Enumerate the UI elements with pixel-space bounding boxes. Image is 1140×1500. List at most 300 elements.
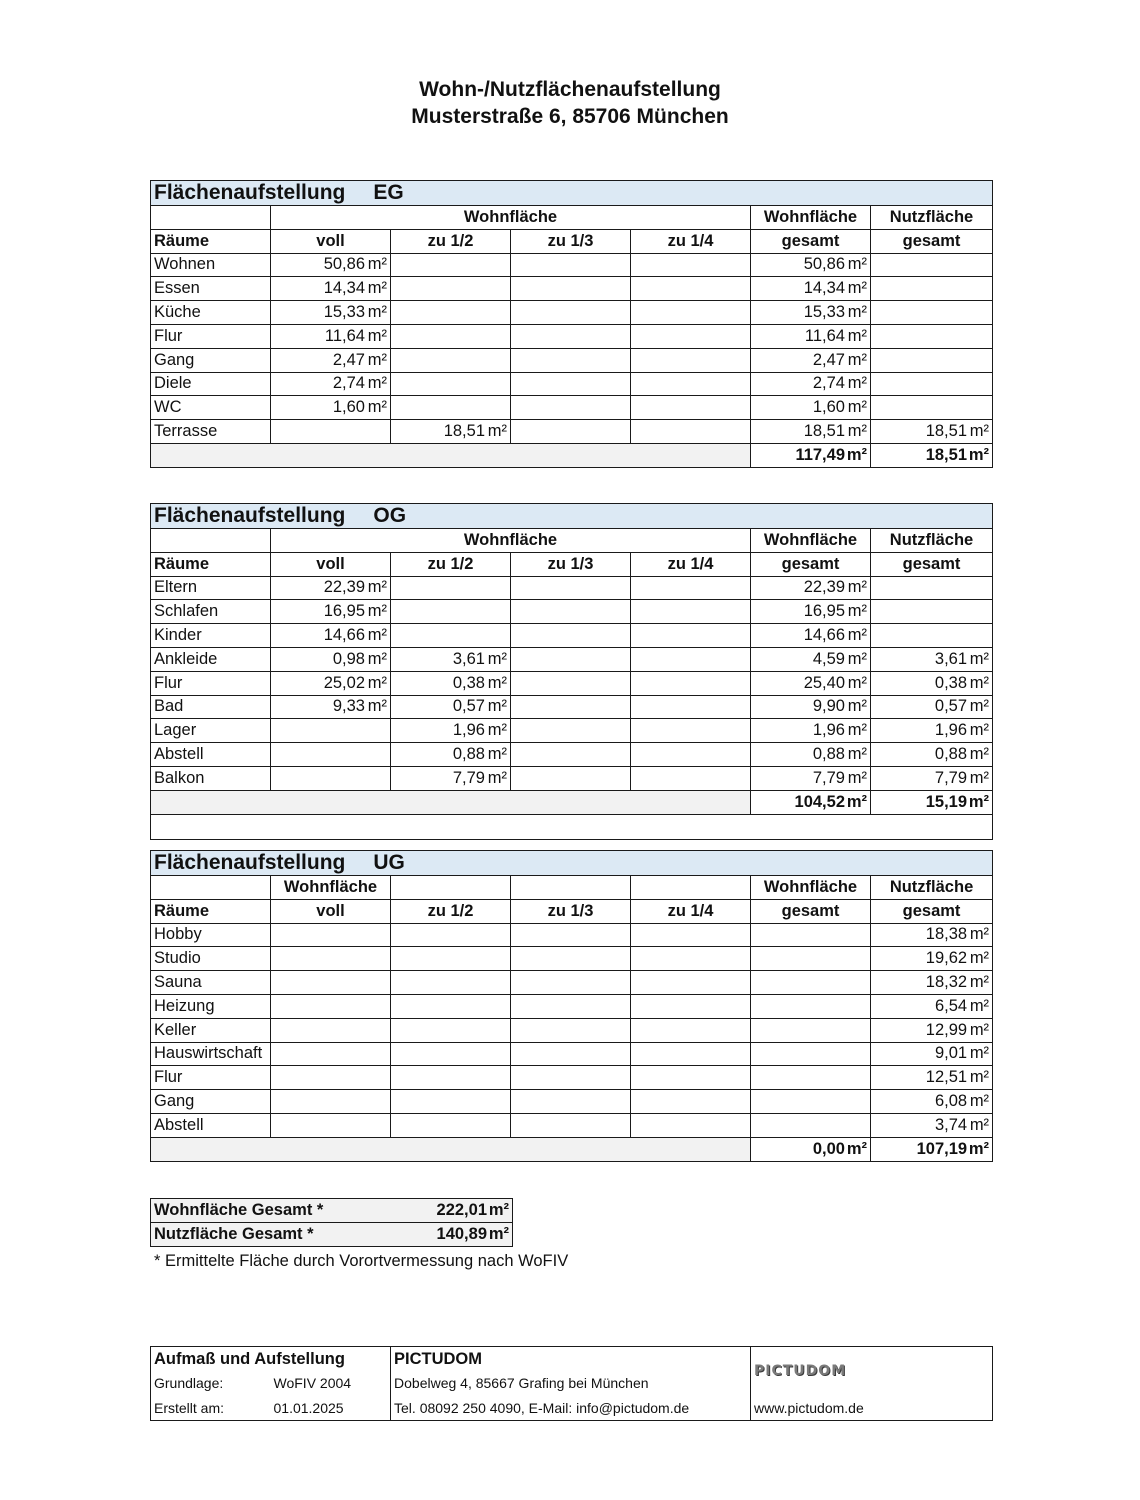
empty-cell bbox=[391, 1042, 511, 1066]
voll-header: voll bbox=[271, 552, 391, 576]
unit-label: m² bbox=[367, 697, 387, 716]
empty-cell bbox=[511, 971, 631, 995]
empty-cell bbox=[271, 743, 391, 767]
spacer-row bbox=[151, 814, 993, 839]
unit-label: m² bbox=[367, 602, 387, 621]
empty-cell bbox=[391, 994, 511, 1018]
room-name: Studio bbox=[151, 947, 271, 971]
table-row bbox=[151, 277, 993, 301]
room-name: Heizung bbox=[151, 994, 271, 1018]
half-value: 7,79 bbox=[452, 768, 485, 787]
unit-label: m² bbox=[969, 745, 990, 764]
empty-cell bbox=[391, 947, 511, 971]
unit-label: m² bbox=[847, 626, 867, 645]
empty-cell bbox=[511, 719, 631, 743]
room-name: Bad bbox=[151, 695, 271, 719]
wohnflaeche-group-header: Wohnfläche bbox=[271, 529, 751, 553]
empty-cell bbox=[511, 253, 631, 277]
footer-heading: Aufmaß und Aufstellung bbox=[154, 1349, 345, 1368]
unit-label: m² bbox=[367, 279, 387, 298]
column-header-row bbox=[151, 899, 993, 923]
table-row bbox=[151, 947, 993, 971]
total-row bbox=[151, 790, 993, 814]
table-row bbox=[151, 743, 993, 767]
empty-cell bbox=[511, 396, 631, 420]
footer-erstellt-value: 01.01.2025 bbox=[273, 1399, 344, 1416]
wohn-value: 50,86 bbox=[803, 255, 845, 274]
empty-cell bbox=[271, 1018, 391, 1042]
room-name: Eltern bbox=[151, 576, 271, 600]
empty-cell bbox=[871, 348, 993, 372]
measurement-note: * Ermittelte Fläche durch Vorortvermessung nach WoFIV bbox=[154, 1252, 569, 1270]
unit-label: m² bbox=[847, 279, 867, 298]
table-row bbox=[151, 695, 993, 719]
nutz-value: 0,38 bbox=[934, 673, 968, 692]
section-header bbox=[151, 181, 993, 206]
voll-header: voll bbox=[271, 229, 391, 253]
nutzflaeche-total-header: Nutzfläche bbox=[871, 876, 993, 900]
empty-cell bbox=[391, 923, 511, 947]
unit-label: m² bbox=[367, 326, 387, 345]
unit-label: m² bbox=[488, 1200, 509, 1219]
empty-cell bbox=[271, 947, 391, 971]
empty-cell bbox=[751, 994, 871, 1018]
ug-table bbox=[150, 850, 993, 1162]
empty-cell bbox=[871, 576, 993, 600]
unit-label: m² bbox=[367, 374, 387, 393]
empty-cell bbox=[511, 324, 631, 348]
company-logo: PICTUDOM bbox=[751, 1347, 993, 1396]
wohn-value: 9,90 bbox=[812, 697, 845, 716]
voll-value: 1,60 bbox=[332, 398, 365, 417]
column-group-row bbox=[151, 876, 993, 900]
empty-cell bbox=[751, 923, 871, 947]
nutz-value: 0,57 bbox=[934, 697, 968, 716]
unit-label: m² bbox=[968, 445, 989, 464]
unit-label: m² bbox=[847, 374, 867, 393]
room-name: Flur bbox=[151, 324, 271, 348]
voll-value: 25,02 bbox=[323, 673, 365, 692]
empty-cell bbox=[511, 923, 631, 947]
unit-label: m² bbox=[487, 697, 507, 716]
empty-cell bbox=[271, 766, 391, 790]
room-name: Kinder bbox=[151, 624, 271, 648]
empty-cell bbox=[511, 277, 631, 301]
empty-cell bbox=[391, 277, 511, 301]
nutz-value: 7,79 bbox=[934, 768, 968, 787]
empty-cell bbox=[871, 624, 993, 648]
empty-cell bbox=[751, 971, 871, 995]
empty-cell bbox=[631, 947, 751, 971]
column-header-row bbox=[151, 552, 993, 576]
empty-cell bbox=[511, 1090, 631, 1114]
wohn-value: 15,33 bbox=[803, 303, 845, 322]
wohn-value: 7,79 bbox=[812, 768, 845, 787]
unit-label: m² bbox=[847, 649, 867, 668]
empty-cell bbox=[391, 600, 511, 624]
nutzflaeche-total-header: Nutzfläche bbox=[871, 206, 993, 230]
wohnflaeche-total-header: Wohnfläche bbox=[751, 876, 871, 900]
table-row bbox=[151, 324, 993, 348]
unit-label: m² bbox=[969, 973, 990, 992]
table-row bbox=[151, 576, 993, 600]
unit-label: m² bbox=[487, 745, 507, 764]
og-table bbox=[150, 503, 993, 840]
empty-cell bbox=[751, 947, 871, 971]
voll-value: 11,64 bbox=[324, 326, 365, 345]
empty-cell bbox=[511, 372, 631, 396]
unit-label: m² bbox=[847, 673, 867, 692]
unit-label: m² bbox=[847, 303, 867, 322]
empty-cell bbox=[631, 253, 751, 277]
empty-cell bbox=[751, 1090, 871, 1114]
section-title: Flächenaufstellung bbox=[154, 851, 346, 874]
total-nutz-value: 18,51 bbox=[925, 445, 967, 464]
unit-label: m² bbox=[847, 422, 867, 441]
footer-grundlage-label: Grundlage: bbox=[154, 1375, 224, 1392]
unit-label: m² bbox=[847, 578, 867, 597]
empty-cell bbox=[511, 994, 631, 1018]
empty-cell bbox=[511, 947, 631, 971]
empty-cell bbox=[511, 1018, 631, 1042]
empty-cell bbox=[511, 348, 631, 372]
wohn-value: 1,60 bbox=[812, 398, 845, 417]
summary-wohn-row bbox=[151, 1199, 513, 1223]
table-row bbox=[151, 1018, 993, 1042]
summary-wohn-value: 222,01 bbox=[436, 1200, 487, 1219]
unit-label: m² bbox=[847, 697, 867, 716]
nutz-value: 3,61 bbox=[934, 649, 968, 668]
wohn-value: 11,64 bbox=[804, 326, 845, 345]
empty-cell bbox=[631, 1113, 751, 1137]
empty-cell bbox=[391, 1066, 511, 1090]
section-title: Flächenaufstellung bbox=[154, 181, 346, 204]
voll-value: 2,74 bbox=[332, 374, 365, 393]
column-header-row bbox=[151, 229, 993, 253]
room-name: Keller bbox=[151, 1018, 271, 1042]
empty-cell bbox=[631, 301, 751, 325]
empty-cell bbox=[631, 372, 751, 396]
unit-label: m² bbox=[969, 1044, 990, 1063]
room-name: Gang bbox=[151, 348, 271, 372]
nutz-gesamt-header: gesamt bbox=[871, 229, 993, 253]
empty-cell bbox=[271, 719, 391, 743]
room-name: Flur bbox=[151, 671, 271, 695]
table-row bbox=[151, 420, 993, 444]
total-nutz-value: 15,19 bbox=[925, 792, 968, 811]
empty-cell bbox=[391, 372, 511, 396]
unit-label: m² bbox=[487, 721, 507, 740]
half-value: 18,51 bbox=[443, 422, 485, 441]
column-group-row bbox=[151, 206, 993, 230]
raeume-header: Räume bbox=[151, 552, 271, 576]
unit-label: m² bbox=[969, 996, 990, 1015]
empty-cell bbox=[871, 396, 993, 420]
unit-label: m² bbox=[969, 422, 989, 441]
unit-label: m² bbox=[847, 350, 867, 369]
table-row bbox=[151, 647, 993, 671]
unit-label: m² bbox=[487, 673, 507, 692]
empty-cell bbox=[391, 576, 511, 600]
voll-value: 22,39 bbox=[323, 578, 365, 597]
section-header bbox=[151, 504, 993, 529]
section-title: Flächenaufstellung bbox=[154, 504, 346, 527]
quarter-header: zu 1/4 bbox=[631, 899, 751, 923]
half-value: 0,38 bbox=[452, 673, 485, 692]
footer-table bbox=[150, 1346, 993, 1421]
wohnflaeche-total-header: Wohnfläche bbox=[751, 529, 871, 553]
unit-label: m² bbox=[847, 602, 867, 621]
table-row bbox=[151, 253, 993, 277]
third-header: zu 1/3 bbox=[511, 552, 631, 576]
voll-value: 2,47 bbox=[332, 350, 365, 369]
empty-cell bbox=[751, 1042, 871, 1066]
table-row bbox=[151, 1090, 993, 1114]
empty-cell bbox=[271, 420, 391, 444]
empty-cell bbox=[511, 1042, 631, 1066]
empty-cell bbox=[631, 1090, 751, 1114]
nutz-value: 19,62 bbox=[925, 949, 968, 968]
voll-value: 9,33 bbox=[332, 697, 365, 716]
empty-cell bbox=[631, 923, 751, 947]
room-name: Küche bbox=[151, 301, 271, 325]
nutz-value: 12,99 bbox=[925, 1020, 968, 1039]
unit-label: m² bbox=[367, 350, 387, 369]
room-name: Hauswirtschaft bbox=[151, 1042, 271, 1066]
wohn-value: 2,47 bbox=[812, 350, 845, 369]
empty-cell bbox=[391, 1113, 511, 1137]
room-name: Abstell bbox=[151, 743, 271, 767]
room-name: Ankleide bbox=[151, 647, 271, 671]
wohn-value: 18,51 bbox=[803, 422, 845, 441]
room-name: Wohnen bbox=[151, 253, 271, 277]
table-row bbox=[151, 994, 993, 1018]
empty-cell bbox=[751, 1018, 871, 1042]
empty-cell bbox=[511, 600, 631, 624]
unit-label: m² bbox=[488, 1224, 509, 1243]
table-row bbox=[151, 766, 993, 790]
wohn-value: 16,95 bbox=[803, 602, 845, 621]
empty-cell bbox=[871, 253, 993, 277]
empty-cell bbox=[391, 971, 511, 995]
empty-cell bbox=[751, 1066, 871, 1090]
table-row bbox=[151, 348, 993, 372]
wohn-gesamt-header: gesamt bbox=[751, 229, 871, 253]
unit-label: m² bbox=[847, 326, 867, 345]
empty-cell bbox=[271, 1066, 391, 1090]
empty-cell bbox=[271, 1113, 391, 1137]
wohn-value: 2,74 bbox=[812, 374, 845, 393]
third-header: zu 1/3 bbox=[511, 899, 631, 923]
half-header: zu 1/2 bbox=[391, 899, 511, 923]
eg-table bbox=[150, 180, 993, 468]
empty-cell bbox=[631, 277, 751, 301]
empty-cell bbox=[631, 743, 751, 767]
footer-company: PICTUDOM bbox=[391, 1347, 751, 1372]
wohn-value: 14,34 bbox=[803, 279, 845, 298]
empty-cell bbox=[631, 695, 751, 719]
raeume-header: Räume bbox=[151, 229, 271, 253]
table-row bbox=[151, 624, 993, 648]
empty-cell bbox=[631, 1018, 751, 1042]
unit-label: m² bbox=[969, 649, 990, 668]
wohnflaeche-group-header: Wohnfläche bbox=[271, 206, 751, 230]
room-name: Abstell bbox=[151, 1113, 271, 1137]
room-name: Hobby bbox=[151, 923, 271, 947]
unit-label: m² bbox=[969, 1020, 990, 1039]
unit-label: m² bbox=[969, 949, 990, 968]
wohn-gesamt-header: gesamt bbox=[751, 899, 871, 923]
table-row bbox=[151, 671, 993, 695]
nutz-gesamt-header: gesamt bbox=[871, 552, 993, 576]
third-header: zu 1/3 bbox=[511, 229, 631, 253]
unit-label: m² bbox=[847, 745, 867, 764]
empty-cell bbox=[631, 1042, 751, 1066]
empty-cell bbox=[751, 1113, 871, 1137]
table-row bbox=[151, 396, 993, 420]
total-row bbox=[151, 1137, 993, 1161]
room-name: Lager bbox=[151, 719, 271, 743]
empty-cell bbox=[511, 301, 631, 325]
nutz-value: 18,38 bbox=[925, 925, 968, 944]
unit-label: m² bbox=[969, 673, 990, 692]
level-label: EG bbox=[373, 181, 404, 204]
room-name: Essen bbox=[151, 277, 271, 301]
table-row bbox=[151, 372, 993, 396]
voll-header: voll bbox=[271, 899, 391, 923]
empty-cell bbox=[631, 647, 751, 671]
table-row bbox=[151, 1042, 993, 1066]
room-name: WC bbox=[151, 396, 271, 420]
quarter-header: zu 1/4 bbox=[631, 552, 751, 576]
unit-label: m² bbox=[847, 721, 867, 740]
quarter-header: zu 1/4 bbox=[631, 229, 751, 253]
half-value: 0,88 bbox=[452, 745, 485, 764]
voll-value: 15,33 bbox=[323, 303, 365, 322]
raeume-header: Räume bbox=[151, 899, 271, 923]
summary-nutz-row bbox=[151, 1222, 513, 1246]
footer-contact: Tel. 08092 250 4090, E-Mail: info@pictudom.de bbox=[391, 1396, 751, 1421]
empty-cell bbox=[271, 994, 391, 1018]
footer-website[interactable]: www.pictudom.de bbox=[751, 1396, 993, 1421]
voll-value: 14,34 bbox=[323, 279, 365, 298]
empty-cell bbox=[631, 324, 751, 348]
empty-cell bbox=[631, 396, 751, 420]
empty-cell bbox=[871, 277, 993, 301]
wohn-value: 22,39 bbox=[803, 578, 845, 597]
empty-cell bbox=[391, 624, 511, 648]
unit-label: m² bbox=[487, 649, 507, 668]
nutz-value: 6,54 bbox=[934, 996, 968, 1015]
voll-value: 50,86 bbox=[323, 255, 365, 274]
room-name: Flur bbox=[151, 1066, 271, 1090]
nutz-value: 3,74 bbox=[934, 1115, 968, 1134]
empty-cell bbox=[391, 1090, 511, 1114]
footer-grundlage-value: WoFIV 2004 bbox=[273, 1375, 352, 1392]
total-wohn-value: 117,49 bbox=[795, 445, 845, 464]
summary-nutz-value: 140,89 bbox=[436, 1224, 487, 1243]
nutz-value: 12,51 bbox=[925, 1068, 968, 1087]
unit-label: m² bbox=[846, 445, 867, 464]
wohn-value: 25,40 bbox=[803, 673, 845, 692]
nutz-value: 18,32 bbox=[925, 973, 968, 992]
room-name: Gang bbox=[151, 1090, 271, 1114]
wohn-value: 4,59 bbox=[812, 649, 845, 668]
half-header: zu 1/2 bbox=[391, 552, 511, 576]
empty-cell bbox=[391, 348, 511, 372]
summary-wohn-label: Wohnfläche Gesamt * bbox=[151, 1199, 391, 1223]
unit-label: m² bbox=[968, 1139, 990, 1158]
half-value: 3,61 bbox=[452, 649, 485, 668]
unit-label: m² bbox=[969, 1115, 990, 1134]
half-value: 0,57 bbox=[452, 697, 485, 716]
unit-label: m² bbox=[847, 255, 867, 274]
table-row bbox=[151, 923, 993, 947]
empty-cell bbox=[631, 576, 751, 600]
empty-cell bbox=[631, 348, 751, 372]
document-address: Musterstraße 6, 85706 München bbox=[411, 105, 729, 128]
empty-cell bbox=[511, 624, 631, 648]
room-name: Schlafen bbox=[151, 600, 271, 624]
half-value: 1,96 bbox=[452, 721, 485, 740]
unit-label: m² bbox=[969, 768, 990, 787]
wohn-value: 0,88 bbox=[812, 745, 845, 764]
empty-cell bbox=[271, 923, 391, 947]
wohnflaeche-total-header: Wohnfläche bbox=[751, 206, 871, 230]
empty-cell bbox=[511, 1066, 631, 1090]
unit-label: m² bbox=[487, 422, 507, 441]
empty-cell bbox=[511, 420, 631, 444]
empty-cell bbox=[511, 647, 631, 671]
unit-label: m² bbox=[969, 697, 990, 716]
empty-cell bbox=[871, 324, 993, 348]
footer-erstellt-label: Erstellt am: bbox=[154, 1399, 225, 1416]
empty-cell bbox=[631, 671, 751, 695]
unit-label: m² bbox=[847, 398, 867, 417]
empty-cell bbox=[391, 324, 511, 348]
empty-cell bbox=[631, 624, 751, 648]
table-row bbox=[151, 1113, 993, 1137]
nutz-value: 1,96 bbox=[934, 721, 968, 740]
empty-cell bbox=[511, 743, 631, 767]
summary-table bbox=[150, 1198, 513, 1247]
unit-label: m² bbox=[847, 768, 867, 787]
nutz-value: 18,51 bbox=[925, 422, 967, 441]
total-wohn-value: 0,00 bbox=[812, 1139, 845, 1158]
unit-label: m² bbox=[487, 768, 507, 787]
unit-label: m² bbox=[367, 303, 387, 322]
total-row bbox=[151, 443, 993, 467]
unit-label: m² bbox=[367, 255, 387, 274]
voll-value: 0,98 bbox=[332, 649, 365, 668]
summary-nutz-label: Nutzfläche Gesamt * bbox=[151, 1222, 391, 1246]
unit-label: m² bbox=[367, 673, 387, 692]
unit-label: m² bbox=[367, 578, 387, 597]
voll-value: 16,95 bbox=[323, 602, 365, 621]
room-name: Diele bbox=[151, 372, 271, 396]
nutzflaeche-total-header: Nutzfläche bbox=[871, 529, 993, 553]
empty-cell bbox=[631, 994, 751, 1018]
total-wohn-value: 104,52 bbox=[794, 792, 845, 811]
column-group-row bbox=[151, 529, 993, 553]
empty-cell bbox=[391, 396, 511, 420]
unit-label: m² bbox=[968, 792, 990, 811]
empty-cell bbox=[631, 600, 751, 624]
room-name: Balkon bbox=[151, 766, 271, 790]
room-name: Sauna bbox=[151, 971, 271, 995]
unit-label: m² bbox=[969, 925, 990, 944]
unit-label: m² bbox=[367, 649, 387, 668]
